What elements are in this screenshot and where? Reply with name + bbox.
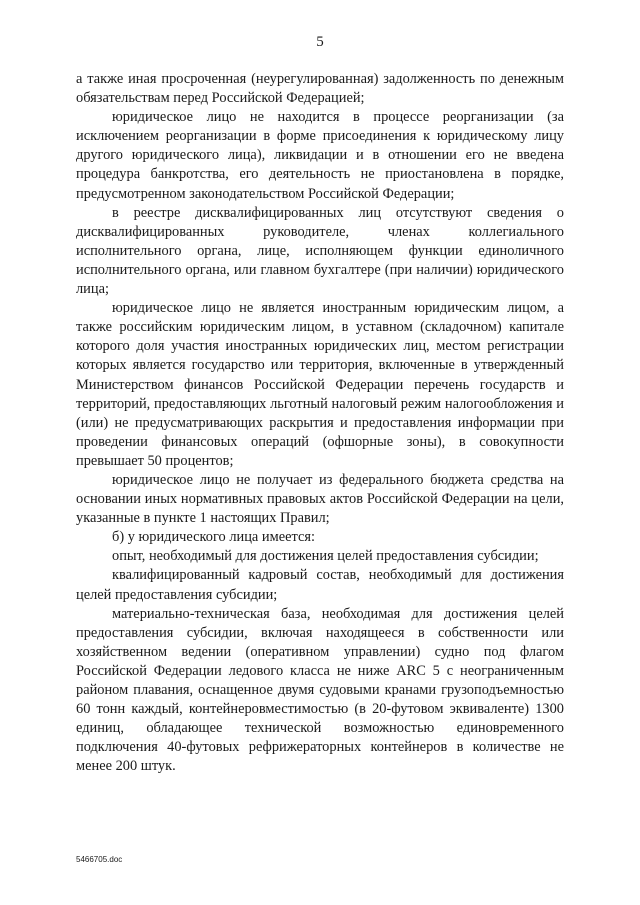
page-number: 5 xyxy=(316,34,324,50)
paragraph-continuation: а также иная просроченная (неурегулированная) задолженность по денежным обязательствам перед Российской Федерацией; xyxy=(76,71,564,107)
paragraph-disqualified-registry: в реестре дисквалифицированных лиц отсутствуют сведения о дисквалифицированных руководителе, членах коллегиального исполнительного органа, лице, исполняющем функции единоличного исполнительного органа, или главном бухгалтере (при наличии) юридического лица; xyxy=(76,204,564,298)
paragraph-experience: опыт, необходимый для достижения целей предоставления субсидии; xyxy=(112,548,539,565)
paragraph-subsection-b: б) у юридического лица имеется: xyxy=(112,529,315,546)
paragraph-material-base: материально-техническая база, необходимая для достижения целей предоставления субсидии, включая находящееся в собственности или хозяйственном ведении (оперативном управлении) судно под флагом Российской Федерации ледового класса не ниже ARC 5 с неограниченным районом плавания, оснащенное двумя судовыми кранами грузоподъемностью 60 тонн каждый, контейнеровместимостью (в 20-футовом эквиваленте) 1300 единиц, обладающее технической возможностью единовременного подключения 40-футовых рефрижераторных контейнеров в количестве не менее 200 штук. xyxy=(76,605,564,775)
paragraph-federal-budget: юридическое лицо не получает из федерального бюджета средства на основании иных нормативных правовых актов Российской Федерации на цели, указанные в пункте 1 настоящих Правил; xyxy=(76,471,564,527)
paragraph-foreign-entity: юридическое лицо не является иностранным юридическим лицом, а также российским юридическим лицом, в уставном (складочном) капитале которого доля участия иностранных юридических лиц, местом регистрации которых является государство или территория, включенные в утвержденный Министерством финансов Российской Федерации перечень государств и территорий, предоставляющих льготный налоговый режим налогообложения и (или) не предусматривающих раскрытия и предоставления информации при проведении финансовых операций (офшорные зоны), в совокупности превышает 50 процентов; xyxy=(76,300,564,469)
footer-doc-code: 5466705.doc xyxy=(76,855,123,864)
document-body xyxy=(76,70,564,776)
paragraph-personnel: квалифицированный кадровый состав, необходимый для достижения целей предоставления субсидии; xyxy=(76,567,564,603)
paragraph-reorganization: юридическое лицо не находится в процессе реорганизации (за исключением реорганизации в форме присоединения к юридическому лицу другого юридического лица), ликвидации и в отношении его не введена процедура банкротства, его деятельность не приостановлена в порядке, предусмотренном законодательством Российской Федерации; xyxy=(76,109,564,202)
